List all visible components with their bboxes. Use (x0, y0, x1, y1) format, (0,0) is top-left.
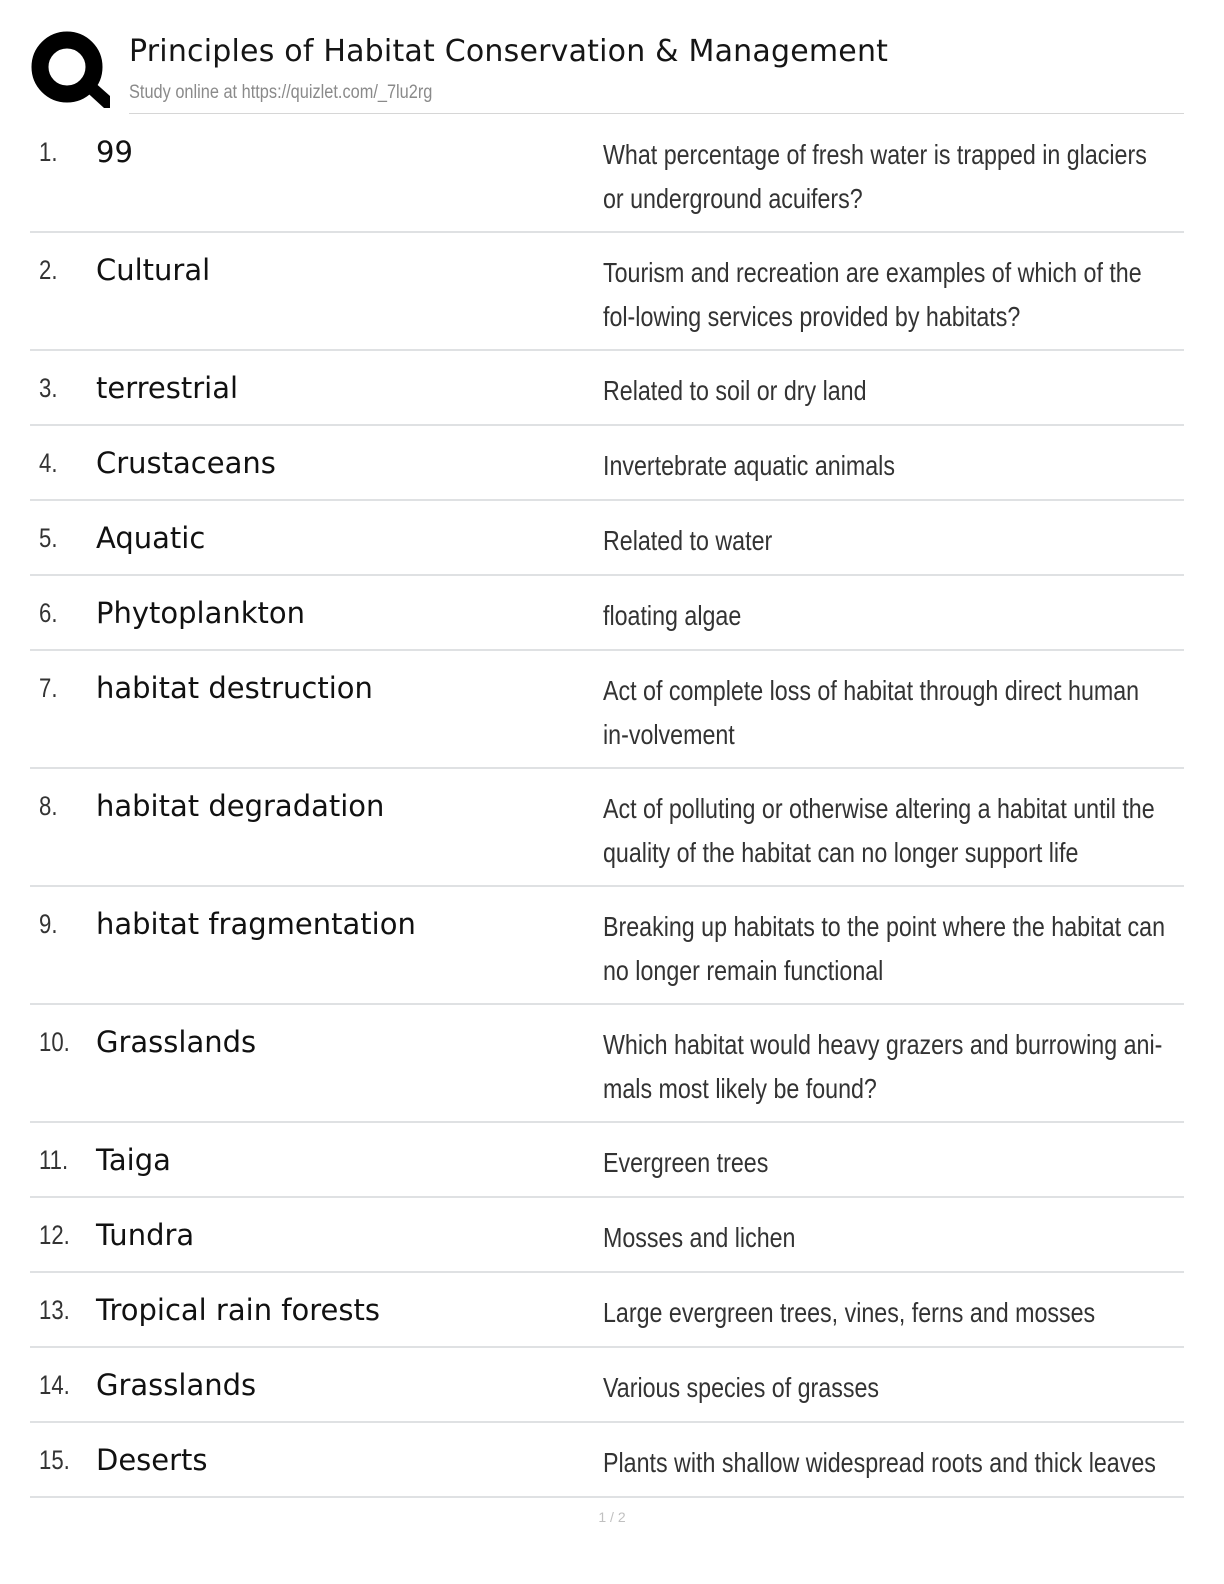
term-row (30, 769, 1184, 887)
term-definition: Related to soil or dry land (603, 375, 867, 406)
term-number: 7. (39, 673, 58, 703)
term-row (30, 576, 1184, 651)
term-number: 3. (39, 373, 58, 403)
term-row (30, 651, 1184, 769)
term-number: 10. (39, 1027, 70, 1057)
term-number: 2. (39, 255, 58, 285)
term-text: Tropical rain forests (96, 1293, 380, 1327)
term-text: 99 (96, 135, 133, 169)
term-number: 9. (39, 909, 58, 939)
term-text: habitat degradation (96, 789, 385, 823)
term-definition: Related to water (603, 525, 773, 556)
term-number: 13. (39, 1295, 70, 1325)
term-row (30, 1123, 1184, 1198)
term-text: Crustaceans (96, 446, 276, 480)
term-definition: Evergreen trees (603, 1147, 769, 1178)
term-text: Tundra (96, 1218, 195, 1252)
term-row (30, 1423, 1184, 1498)
term-row (30, 501, 1184, 576)
term-text: Taiga (96, 1143, 171, 1177)
term-number: 1. (39, 137, 58, 167)
term-text: habitat fragmentation (96, 907, 416, 941)
quizlet-logo-icon (30, 30, 110, 110)
term-definition: Act of complete loss of habitat through direct human in-volvement (603, 675, 1140, 750)
term-definition: Tourism and recreation are examples of which of the fol-lowing services provided by habitats? (603, 257, 1142, 332)
term-definition: Breaking up habitats to the point where the habitat can no longer remain functional (603, 911, 1166, 986)
term-definition: floating algae (603, 600, 742, 631)
term-text: terrestrial (96, 371, 239, 405)
term-text: Cultural (96, 253, 211, 287)
term-number: 4. (39, 448, 58, 478)
term-row (30, 115, 1184, 233)
term-row (30, 426, 1184, 501)
term-definition: Invertebrate aquatic animals (603, 450, 895, 481)
term-row (30, 351, 1184, 426)
term-row (30, 233, 1184, 351)
term-text: Grasslands (96, 1368, 257, 1402)
term-row (30, 887, 1184, 1005)
term-definition: Large evergreen trees, vines, ferns and mosses (603, 1297, 1096, 1328)
document-title: Principles of Habitat Conservation & Management (129, 34, 889, 69)
document-header (30, 28, 1184, 114)
term-number: 5. (39, 523, 58, 553)
term-row (30, 1348, 1184, 1423)
term-number: 11. (39, 1145, 69, 1175)
term-text: habitat destruction (96, 671, 373, 705)
term-number: 14. (39, 1370, 70, 1400)
term-definition: Mosses and lichen (603, 1222, 796, 1253)
page-number: 1 / 2 (598, 1509, 626, 1525)
term-row (30, 1198, 1184, 1273)
term-number: 12. (39, 1220, 70, 1250)
term-number: 8. (39, 791, 58, 821)
study-online-link[interactable]: Study online at https://quizlet.com/_7lu2rg (129, 82, 433, 103)
term-definition: Act of polluting or otherwise altering a habitat until the quality of the habitat can no longer support life (603, 793, 1155, 868)
term-definition: Which habitat would heavy grazers and burrowing ani-mals most likely be found? (603, 1029, 1163, 1104)
term-definition: Various species of grasses (603, 1372, 880, 1403)
term-text: Grasslands (96, 1025, 257, 1059)
term-row (30, 1005, 1184, 1123)
term-text: Deserts (96, 1443, 208, 1477)
term-definition: What percentage of fresh water is trapped in glaciers or underground acuifers? (603, 139, 1147, 214)
term-number: 15. (39, 1445, 70, 1475)
header-divider (129, 113, 1184, 114)
term-list (30, 115, 1184, 1498)
term-row (30, 1273, 1184, 1348)
term-number: 6. (39, 598, 58, 628)
term-definition: Plants with shallow widespread roots and thick leaves (603, 1447, 1156, 1478)
term-text: Aquatic (96, 521, 206, 555)
term-text: Phytoplankton (96, 596, 306, 630)
